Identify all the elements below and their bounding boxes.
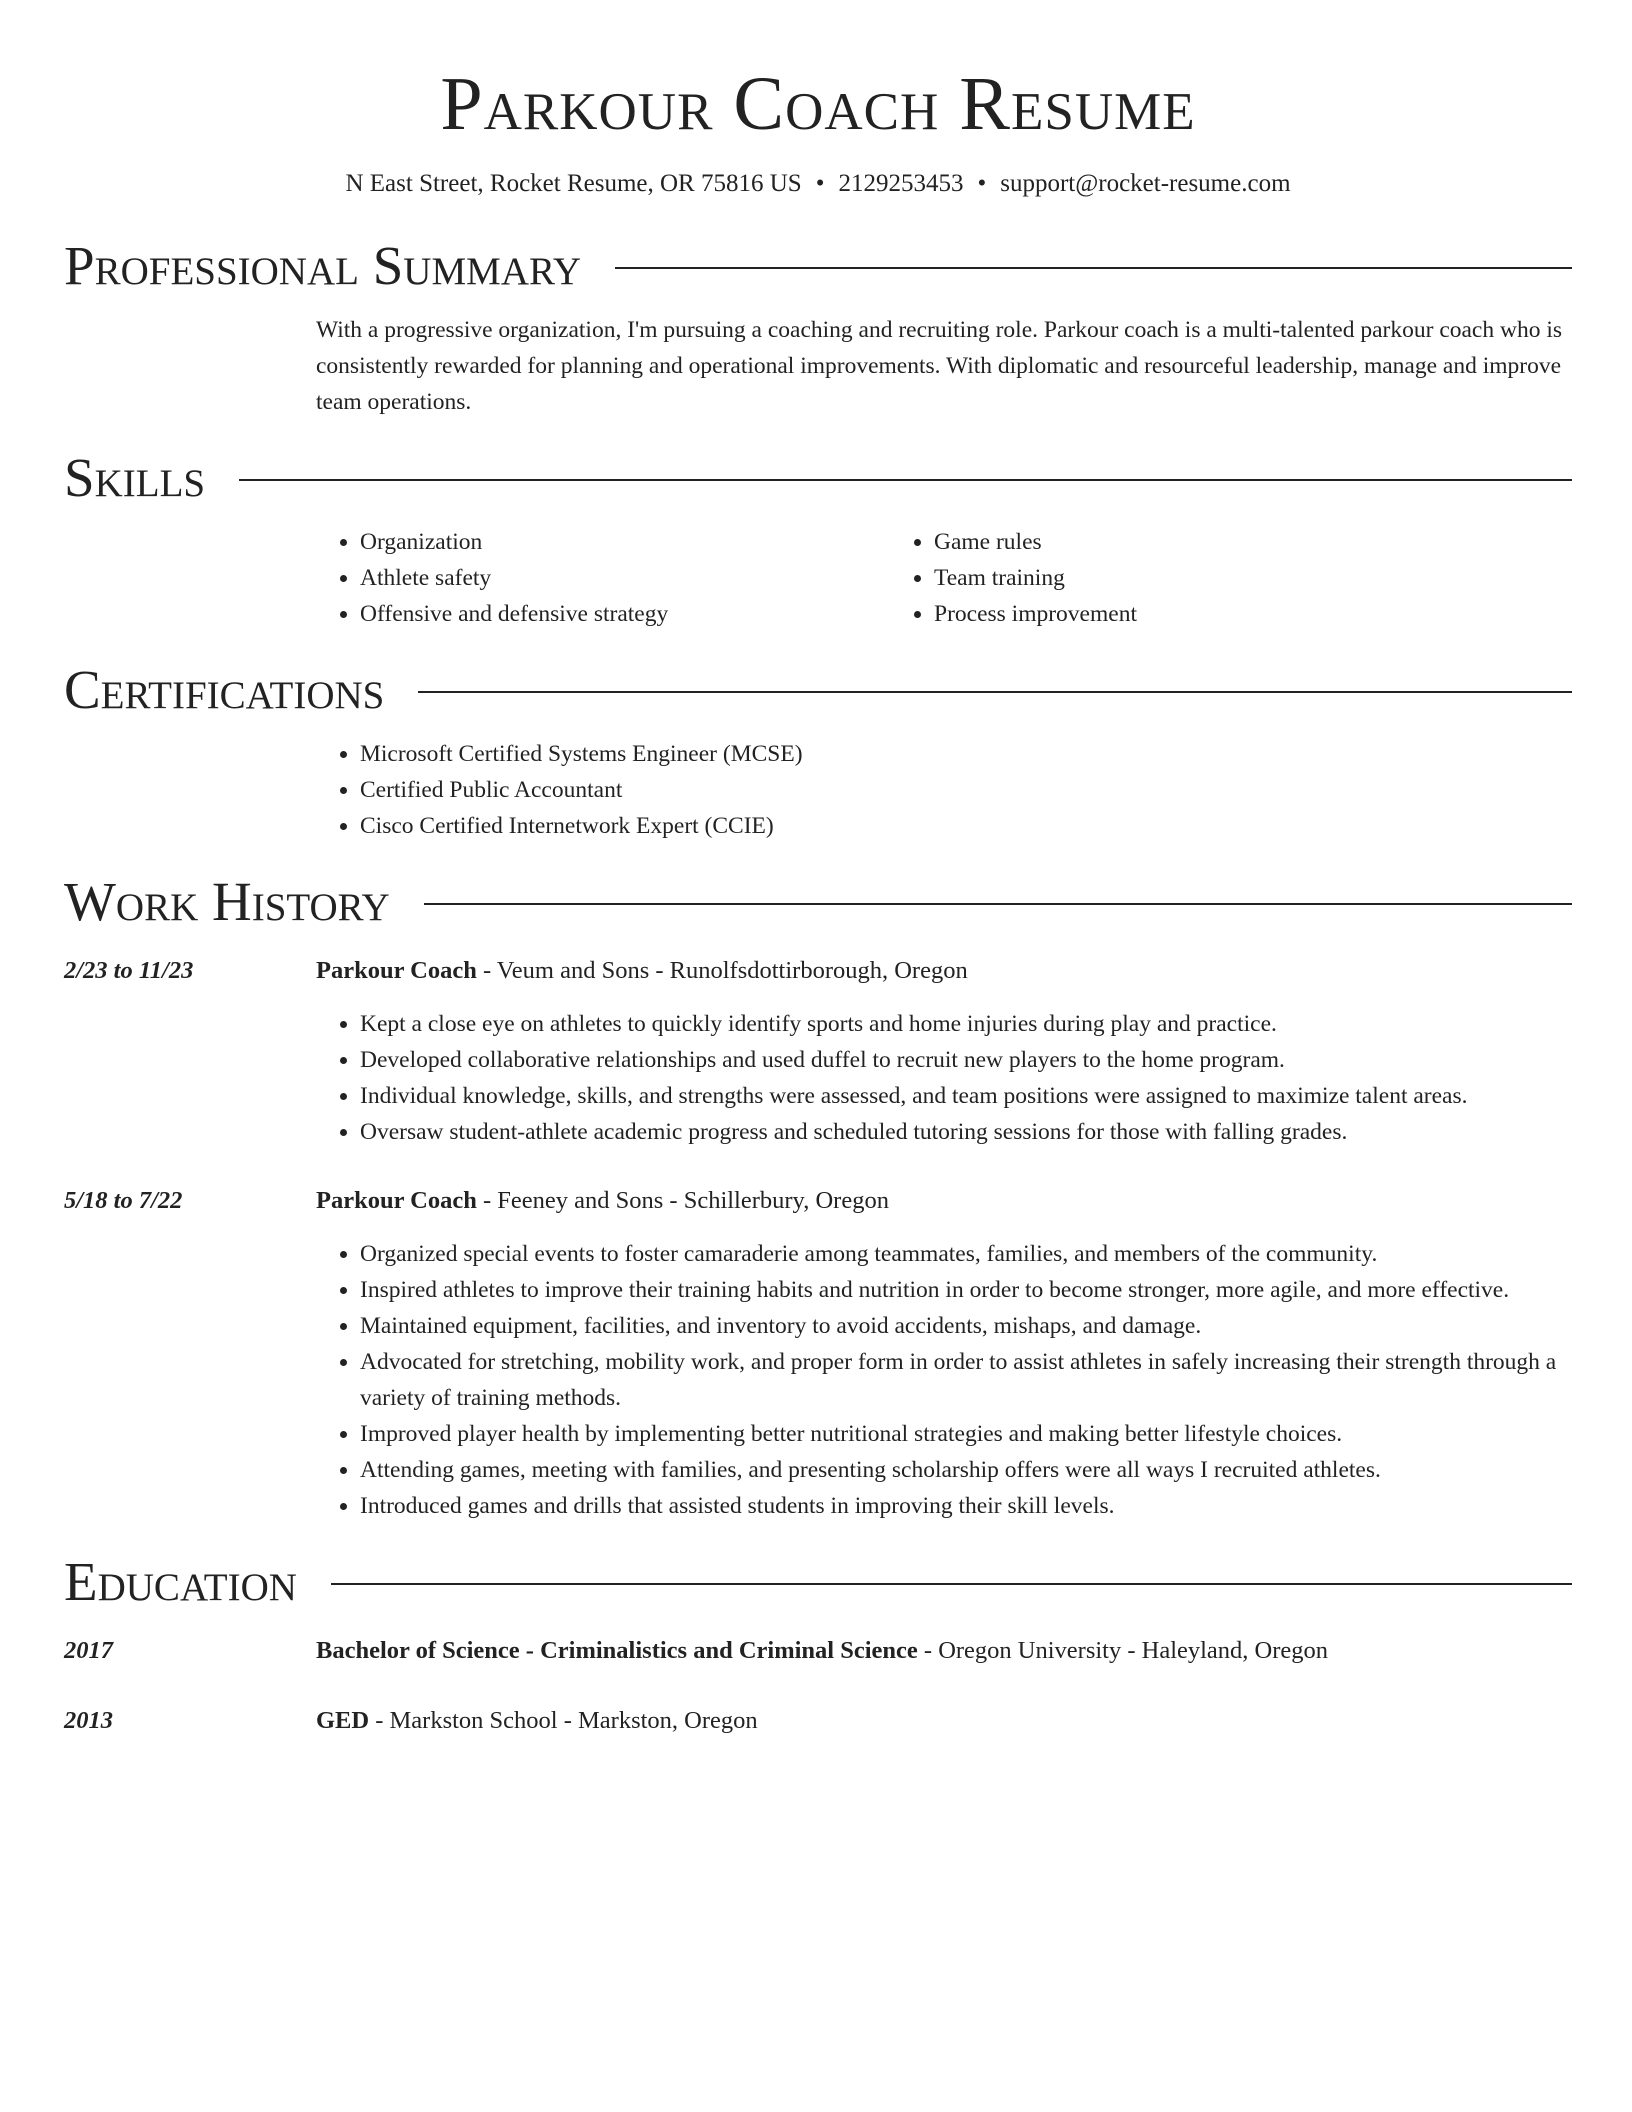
- section-divider: [424, 903, 1572, 905]
- education-line: [316, 1634, 1328, 1668]
- job-bullet: • Oversaw student-athlete academic progress and scheduled tutoring sessions for those with falling grades.: [360, 1114, 1572, 1150]
- education-row: [64, 1634, 1572, 1668]
- certifications-list: [316, 736, 1572, 844]
- job-title: Parkour Coach: [316, 1187, 477, 1214]
- education-details: - Oregon University - Haleyland, Oregon: [917, 1637, 1329, 1664]
- job-dates: 5/18 to 7/22: [64, 1187, 183, 1214]
- certifications-heading: Certifications: [64, 659, 385, 720]
- certification-item: • Certified Public Accountant: [360, 772, 1572, 808]
- skills-section-header: [64, 446, 1572, 510]
- education-line: [316, 1704, 758, 1738]
- job-bullet: • Attending games, meeting with families, and presenting scholarship offers were all ways I recruited athletes.: [360, 1452, 1572, 1488]
- certification-item: • Microsoft Certified Systems Engineer (MCSE): [360, 736, 1572, 772]
- skills-heading: Skills: [64, 447, 206, 508]
- education-heading: Education: [64, 1551, 297, 1612]
- certification-item: • Cisco Certified Internetwork Expert (CCIE): [360, 808, 1572, 844]
- job-bullet: • Improved player health by implementing better nutritional strategies and making better lifestyle choices.: [360, 1416, 1572, 1452]
- job-bullets: [316, 1236, 1572, 1524]
- job-bullet-list: [316, 1006, 1572, 1150]
- resume-title: Parkour Coach Resume: [440, 62, 1196, 146]
- certifications-section-header: [64, 658, 1572, 722]
- summary-text: With a progressive organization, I'm pursuing a coaching and recruiting role. Parkour coach is a multi-talented parkour coach who is consistently rewarded for planning and operational improvements. With diplomatic and resourceful leadership, manage and improve team operations.: [316, 317, 1563, 415]
- skill-item: • Offensive and defensive strategy: [360, 596, 890, 632]
- education-row: [64, 1704, 1572, 1738]
- section-divider: [239, 479, 1572, 481]
- education-degree: Bachelor of Science - Criminalistics and Criminal Science: [316, 1637, 918, 1664]
- job-bullet: • Developed collaborative relationships and used duffel to recruit new players to the home program.: [360, 1042, 1572, 1078]
- summary-section-header: [64, 234, 1572, 298]
- job-dates: 2/23 to 11/23: [64, 957, 194, 984]
- contact-line: [64, 168, 1572, 200]
- job-bullet: • Individual knowledge, skills, and strengths were assessed, and team positions were assigned to maximize talent areas.: [360, 1078, 1572, 1114]
- summary-heading: Professional Summary: [64, 235, 582, 296]
- contact-separator: •: [977, 170, 987, 197]
- education-year: 2017: [64, 1637, 113, 1664]
- job-title: Parkour Coach: [316, 957, 477, 984]
- phone: 2129253453: [838, 170, 964, 197]
- skills-grid: [316, 524, 1572, 632]
- certifications-content: [316, 736, 1572, 844]
- skill-item: • Team training: [934, 560, 1464, 596]
- job-bullet: • Organized special events to foster camaraderie among teammates, families, and members of the community.: [360, 1236, 1572, 1272]
- job-bullet: • Advocated for stretching, mobility work, and proper form in order to assist athletes in safely increasing their strength through a variety of training methods.: [360, 1344, 1572, 1416]
- education-section-header: [64, 1550, 1572, 1614]
- skill-item: • Organization: [360, 524, 890, 560]
- email: support@rocket-resume.com: [1000, 170, 1291, 197]
- skill-item: • Athlete safety: [360, 560, 890, 596]
- job-bullet: • Introduced games and drills that assisted students in improving their skill levels.: [360, 1488, 1572, 1524]
- education-details: - Markston School - Markston, Oregon: [369, 1707, 758, 1734]
- skills-list-left: [316, 524, 890, 632]
- job-title-line: [316, 1184, 889, 1218]
- resume-page: [64, 0, 1572, 1738]
- skill-item: • Process improvement: [934, 596, 1464, 632]
- summary-content: [316, 312, 1572, 420]
- job-row: [64, 954, 1572, 988]
- address: N East Street, Rocket Resume, OR 75816 US: [345, 170, 802, 197]
- job-bullets: [316, 1006, 1572, 1150]
- job-title-line: [316, 954, 968, 988]
- work-section-header: [64, 870, 1572, 934]
- work-heading: Work History: [64, 871, 390, 932]
- job-bullet: • Maintained equipment, facilities, and inventory to avoid accidents, mishaps, and damage.: [360, 1308, 1572, 1344]
- education-degree: GED: [316, 1707, 370, 1734]
- job-details: - Veum and Sons - Runolfsdottirborough, Oregon: [476, 957, 968, 984]
- section-divider: [418, 691, 1572, 693]
- section-divider: [615, 267, 1572, 269]
- job-row: [64, 1184, 1572, 1218]
- education-year: 2013: [64, 1707, 113, 1734]
- job-bullet-list: [316, 1236, 1572, 1524]
- section-divider: [331, 1583, 1572, 1585]
- job-bullet: • Kept a close eye on athletes to quickly identify sports and home injuries during play and practice.: [360, 1006, 1572, 1042]
- job-bullet: • Inspired athletes to improve their training habits and nutrition in order to become stronger, more agile, and more effective.: [360, 1272, 1572, 1308]
- contact-separator: •: [815, 170, 825, 197]
- skills-list-right: [890, 524, 1464, 632]
- skill-item: • Game rules: [934, 524, 1464, 560]
- job-details: - Feeney and Sons - Schillerbury, Oregon: [476, 1187, 889, 1214]
